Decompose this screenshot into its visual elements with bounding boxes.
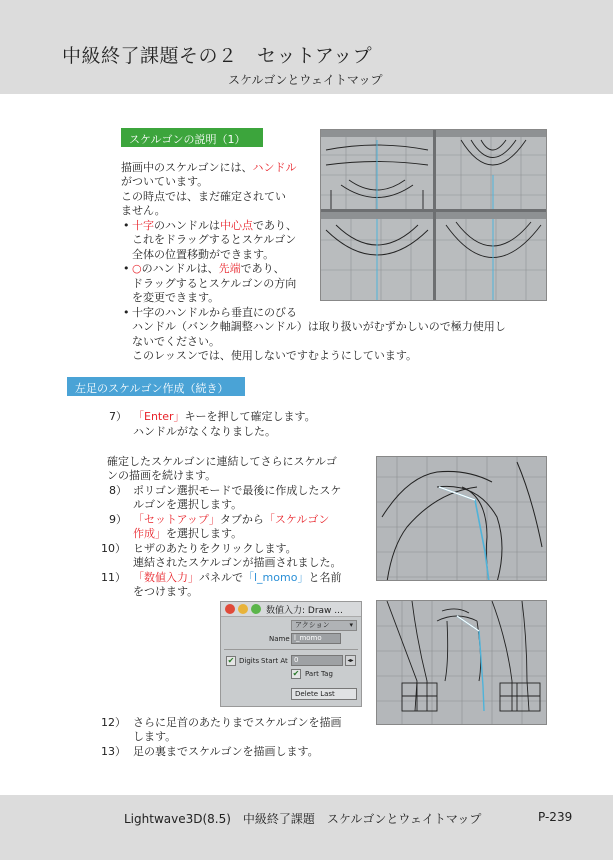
step-line: ハンドルがなくなりました。 [133, 425, 276, 438]
minimize-icon[interactable] [238, 604, 248, 614]
digits-label: Digits [239, 657, 260, 665]
section-heading-left-leg-skelegon: 左足のスケルゴン作成（続き） [67, 377, 245, 396]
delete-last-button[interactable]: Delete Last [291, 688, 357, 700]
paragraph-line: がついています。 [121, 175, 209, 188]
viewport-screenshot-leg [376, 456, 547, 581]
name-field[interactable]: l_momo [291, 633, 341, 644]
panel-titlebar[interactable] [221, 602, 361, 617]
start-at-label: Start At [261, 657, 288, 665]
action-dropdown[interactable] [291, 620, 357, 631]
panel-title: 数値入力: Draw ... [266, 606, 343, 616]
highlight-handle: ハンドル [252, 161, 297, 174]
paragraph-line: ません。 [121, 204, 166, 217]
step-number: 12） [101, 716, 126, 729]
name-label: Name [269, 635, 290, 643]
footer-text: Lightwave3D(8.5) 中級終了課題 スケルゴンとウェイトマップ [124, 812, 482, 826]
step-line: ポリゴン選択モードで最後に作成したスケ [133, 484, 342, 497]
numeric-input-panel[interactable] [220, 601, 362, 707]
viewport-quad-illustration [321, 130, 547, 301]
legs-feet-illustration [377, 601, 547, 725]
paragraph-line: 確定したスケルゴンに連結してさらにスケルゴ [107, 455, 337, 468]
paragraph-line: この時点では、まだ確定されてい [121, 190, 286, 203]
step-number: 11） [101, 571, 126, 584]
paragraph-line: ないでください。 [132, 335, 220, 348]
bullet-item [132, 219, 297, 233]
paragraph-line [121, 161, 296, 175]
step-number: 8） [109, 484, 127, 497]
text-span: のハンドルは、 [141, 262, 219, 275]
step-line: ルゴンを選択します。 [133, 498, 243, 511]
page-footer [0, 795, 613, 860]
section-heading-skelegon-explanation: スケルゴンの説明（1） [121, 128, 263, 147]
step-line [133, 513, 329, 527]
step-number: 9） [109, 513, 127, 526]
stepper-arrows-icon[interactable]: ◂▸ [345, 655, 356, 666]
highlight-circle: ○ [132, 262, 142, 275]
text-span: と名前 [308, 571, 342, 584]
paragraph-line: 全体の位置移動ができます。 [132, 248, 275, 261]
highlight-setup-tab: 「セットアップ」 [133, 513, 220, 526]
step-line: 連結されたスケルゴンが描画されました。 [133, 556, 342, 569]
text-span: を選択します。 [166, 527, 243, 540]
paragraph-line: このレッスンでは、使用しないですむようにしています。 [132, 349, 418, 362]
highlight-lmomo: 「l_momo」 [243, 571, 309, 584]
step-line: 足の裏までスケルゴンを描画します。 [133, 745, 319, 758]
viewport-screenshot-quad [320, 129, 547, 301]
text-span: であり、 [253, 219, 297, 232]
zoom-icon[interactable] [251, 604, 261, 614]
paragraph-line: これをドラッグするとスケルゴン [132, 233, 297, 246]
chevron-down-icon: ▾ [349, 621, 353, 629]
paragraph-line: ハンドル（バンク軸調整ハンドル）は取り扱いがむずかしいので極力使用し [132, 320, 506, 333]
text-span: パネルで [199, 571, 243, 584]
paragraph-line: ドラッグするとスケルゴンの方向 [132, 277, 297, 290]
text-span: タブから [219, 513, 264, 526]
text-span: であり、 [240, 262, 285, 275]
highlight-center: 中心点 [220, 219, 253, 232]
step-number: 7） [109, 410, 127, 423]
step-line: さらに足首のあたりまでスケルゴンを描画 [133, 716, 342, 729]
highlight-create-skelegon: 「スケルゴン [263, 513, 330, 526]
close-icon[interactable] [225, 604, 235, 614]
action-dropdown-label: アクション [295, 621, 330, 629]
page-number: P-239 [538, 810, 573, 824]
viewport-screenshot-legs-feet [376, 600, 547, 725]
text-span: キーを押して確定します。 [184, 410, 316, 423]
highlight-create-skelegon-end: 作成」 [133, 527, 166, 540]
highlight-numeric-input: 「数値入力」 [133, 571, 199, 584]
text-span: 描画中のスケルゴンには、 [121, 161, 253, 174]
highlight-cross: 十字 [132, 219, 154, 232]
step-number: 10） [101, 542, 126, 555]
step-line [133, 571, 341, 585]
step-line [133, 410, 316, 424]
bullet-item [132, 262, 285, 276]
step-line: します。 [133, 730, 177, 743]
text-span: のハンドルは [154, 219, 220, 232]
page-title: 中級終了課題その２ セットアップ [62, 45, 373, 67]
step-line: ヒザのあたりをクリックします。 [133, 542, 297, 555]
digits-checkbox[interactable]: ✔ [227, 656, 235, 665]
step-number: 13） [101, 745, 126, 758]
paragraph-line: ンの描画を続けます。 [107, 469, 217, 482]
divider [224, 649, 358, 650]
paragraph-line: を変更できます。 [132, 291, 220, 304]
highlight-enter: 「Enter」 [133, 410, 185, 423]
bullet-item: • 十字のハンドルから垂直にのびる [132, 306, 297, 320]
highlight-tip: 先端 [218, 262, 241, 275]
step-line: をつけます。 [133, 585, 199, 598]
start-at-field[interactable]: 0 [291, 655, 343, 666]
leg-skelegon-illustration [377, 457, 547, 581]
step-line [133, 527, 242, 541]
page-subtitle: スケルゴンとウェイトマップ [228, 73, 383, 87]
part-tag-checkbox[interactable]: ✔ [292, 669, 300, 678]
part-tag-label: Part Tag [305, 670, 333, 678]
